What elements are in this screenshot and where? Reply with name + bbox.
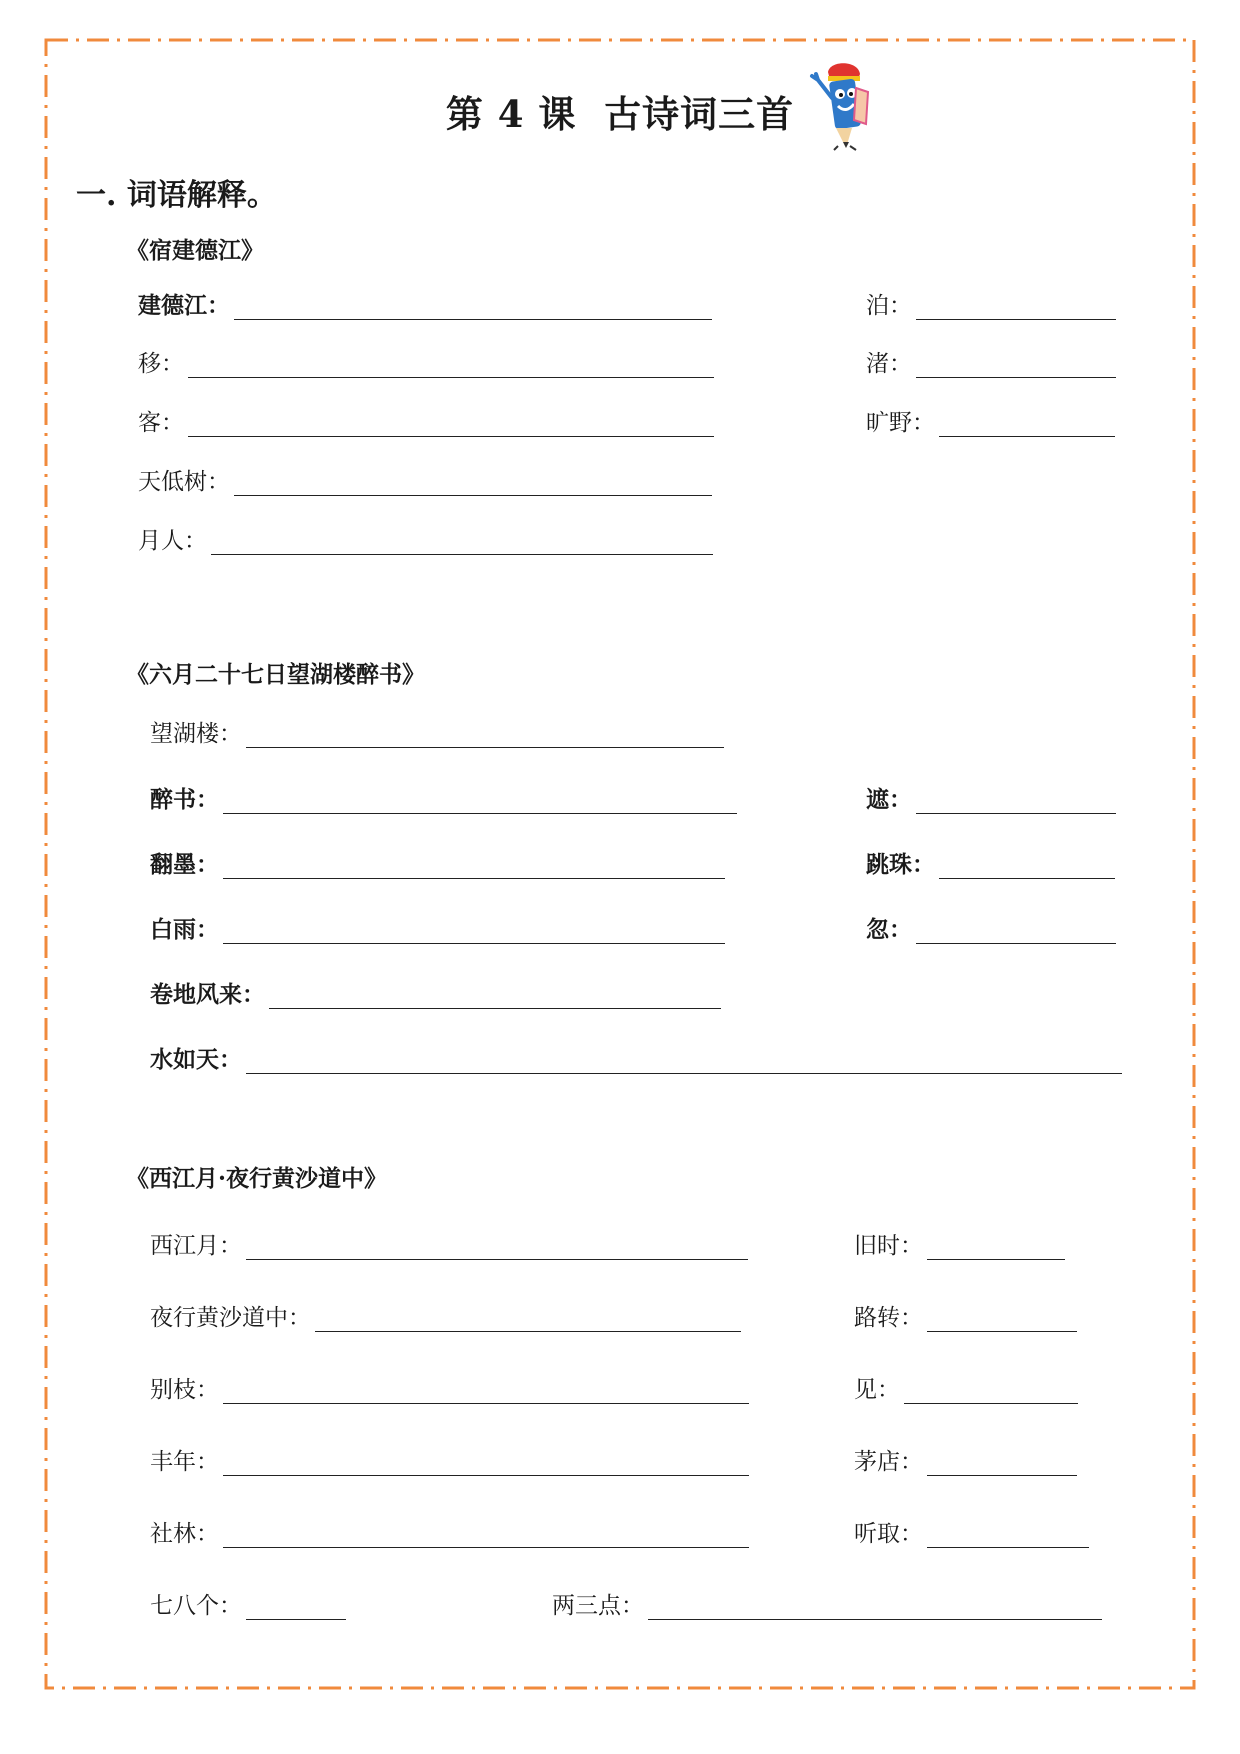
term-row <box>866 851 1115 879</box>
answer-blank[interactable] <box>916 917 1116 944</box>
answer-blank[interactable] <box>916 351 1116 378</box>
answer-blank[interactable] <box>927 1305 1077 1332</box>
term-row <box>150 1046 1122 1074</box>
term-row <box>138 468 712 496</box>
term-label: 翻墨： <box>150 851 219 878</box>
term-row <box>866 292 1116 320</box>
answer-blank[interactable] <box>223 1377 749 1404</box>
term-row <box>552 1592 1102 1620</box>
answer-blank[interactable] <box>904 1377 1078 1404</box>
section-heading: 一. 词语解释。 <box>76 178 277 213</box>
answer-blank[interactable] <box>927 1233 1065 1260</box>
term-label: 水如天： <box>150 1046 242 1073</box>
term-label: 丰年： <box>150 1449 219 1475</box>
term-label: 遮： <box>866 786 912 813</box>
term-row <box>866 916 1116 944</box>
answer-blank[interactable] <box>927 1449 1077 1476</box>
term-label: 客： <box>138 410 184 436</box>
term-label: 夜行黄沙道中： <box>150 1305 311 1331</box>
term-label: 醉书： <box>150 786 219 813</box>
term-row <box>150 981 721 1009</box>
answer-blank[interactable] <box>916 787 1116 814</box>
term-row <box>854 1232 1065 1260</box>
term-row <box>150 1304 741 1332</box>
term-row <box>150 720 724 748</box>
term-label: 天低树： <box>138 469 230 495</box>
term-label: 跳珠： <box>866 851 935 878</box>
term-row <box>150 851 725 879</box>
page-title: 第 4 课 古诗词三首 <box>445 92 795 136</box>
term-label: 西江月： <box>150 1233 242 1259</box>
answer-blank[interactable] <box>234 293 712 320</box>
answer-blank[interactable] <box>188 410 714 437</box>
term-row <box>150 1448 749 1476</box>
term-row <box>150 1376 749 1404</box>
term-row <box>854 1304 1077 1332</box>
answer-blank[interactable] <box>927 1521 1089 1548</box>
term-row <box>866 409 1115 437</box>
term-label: 路转： <box>854 1305 923 1331</box>
answer-blank[interactable] <box>188 351 714 378</box>
answer-blank[interactable] <box>223 787 737 814</box>
term-row <box>150 786 737 814</box>
term-row <box>866 786 1116 814</box>
answer-blank[interactable] <box>939 852 1115 879</box>
term-label: 两三点： <box>552 1593 644 1619</box>
term-label: 白雨： <box>150 916 219 943</box>
answer-blank[interactable] <box>246 1047 1122 1074</box>
pencil-mascot-icon <box>788 58 872 154</box>
term-row <box>138 527 713 555</box>
poem-title: 《宿建德江》 <box>126 237 264 264</box>
term-row <box>866 350 1116 378</box>
term-label: 卷地风来： <box>150 981 265 1008</box>
term-label: 忽： <box>866 916 912 943</box>
poem-title: 《六月二十七日望湖楼醉书》 <box>126 661 425 688</box>
answer-blank[interactable] <box>211 528 713 555</box>
term-row <box>854 1520 1089 1548</box>
term-row <box>138 409 714 437</box>
term-row <box>150 1232 748 1260</box>
answer-blank[interactable] <box>269 982 721 1009</box>
term-row <box>150 1520 749 1548</box>
term-label: 泊： <box>866 293 912 319</box>
term-row <box>138 292 712 320</box>
term-row <box>150 1592 346 1620</box>
answer-blank[interactable] <box>223 1521 749 1548</box>
answer-blank[interactable] <box>246 721 724 748</box>
answer-blank[interactable] <box>234 469 712 496</box>
term-label: 移： <box>138 351 184 377</box>
answer-blank[interactable] <box>648 1593 1102 1620</box>
term-label: 听取： <box>854 1521 923 1547</box>
answer-blank[interactable] <box>939 410 1115 437</box>
term-label: 别枝： <box>150 1377 219 1403</box>
poem-title: 《西江月·夜行黄沙道中》 <box>126 1165 388 1192</box>
term-row <box>138 350 714 378</box>
answer-blank[interactable] <box>223 1449 749 1476</box>
term-label: 社林： <box>150 1521 219 1547</box>
term-label: 月人： <box>138 528 207 554</box>
answer-blank[interactable] <box>315 1305 741 1332</box>
term-label: 茅店： <box>854 1449 923 1475</box>
term-row <box>854 1376 1078 1404</box>
answer-blank[interactable] <box>916 293 1116 320</box>
term-label: 七八个： <box>150 1593 242 1619</box>
term-label: 旷野： <box>866 410 935 436</box>
term-label: 旧时： <box>854 1233 923 1259</box>
answer-blank[interactable] <box>246 1233 748 1260</box>
answer-blank[interactable] <box>223 917 725 944</box>
term-label: 望湖楼： <box>150 721 242 747</box>
answer-blank[interactable] <box>246 1593 346 1620</box>
term-row <box>150 916 725 944</box>
term-label: 建德江： <box>138 292 230 319</box>
term-row <box>854 1448 1077 1476</box>
term-label: 见： <box>854 1377 900 1403</box>
answer-blank[interactable] <box>223 852 725 879</box>
term-label: 渚： <box>866 351 912 377</box>
